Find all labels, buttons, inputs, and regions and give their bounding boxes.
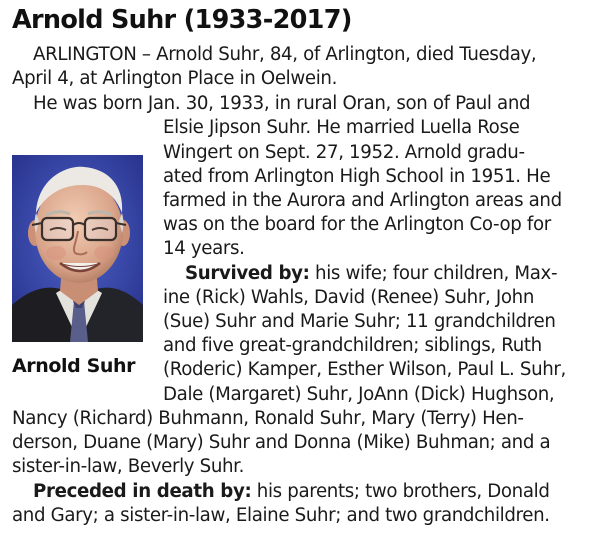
obituary-headline: Arnold Suhr (1933-2017) bbox=[12, 5, 352, 35]
paragraph-2-line-1: He was born Jan. 30, 1933, in rural Oran, son of Paul and bbox=[33, 93, 531, 114]
survived-line-5: (Roderic) Kamper, Esther Wilson, Paul L. Suhr, bbox=[163, 359, 566, 380]
survived-line-1 bbox=[185, 262, 557, 286]
paragraph-2-line-5: farmed in the Aurora and Arlington areas and bbox=[163, 190, 562, 211]
survived-line-1-text: his wife; four children, Max- bbox=[309, 263, 558, 284]
survived-line-8: derson, Duane (Mary) Suhr and Donna (Mike) Buhman; and a bbox=[12, 432, 551, 453]
survived-line-4: and five great-grandchildren; siblings, Ruth bbox=[163, 335, 542, 356]
preceded-line-1 bbox=[33, 480, 550, 504]
paragraph-2-line-2: Elsie Jipson Suhr. He married Luella Rose bbox=[163, 117, 520, 138]
paragraph-2-line-4: ated from Arlington High School in 1951. He bbox=[163, 166, 551, 187]
survived-line-2: ine (Rick) Wahls, David (Renee) Suhr, John bbox=[163, 287, 534, 308]
photo-caption: Arnold Suhr bbox=[12, 355, 136, 377]
survived-line-3: (Sue) Suhr and Marie Suhr; 11 grandchildren bbox=[163, 311, 556, 332]
survived-line-9: sister-in-law, Beverly Suhr. bbox=[12, 456, 245, 477]
paragraph-1-line-1: ARLINGTON – Arnold Suhr, 84, of Arlington, died Tuesday, bbox=[33, 44, 537, 65]
paragraph-2-line-3: Wingert on Sept. 27, 1952. Arnold gradu- bbox=[163, 142, 525, 163]
preceded-line-1-text: his parents; two brothers, Donald bbox=[251, 481, 550, 502]
survived-by-label: Survived by: bbox=[185, 263, 310, 284]
paragraph-2-line-7: 14 years. bbox=[163, 238, 245, 259]
portrait-photo bbox=[12, 155, 143, 342]
survived-line-7: Nancy (Richard) Buhmann, Ronald Suhr, Mary (Terry) Hen- bbox=[12, 408, 524, 429]
paragraph-2-line-6: was on the board for the Arlington Co-op for bbox=[163, 214, 551, 235]
survived-line-6: Dale (Margaret) Suhr, JoAnn (Dick) Hughson, bbox=[163, 384, 555, 405]
preceded-line-2: and Gary; a sister-in-law, Elaine Suhr; and two grandchildren. bbox=[12, 505, 550, 526]
preceded-by-label: Preceded in death by: bbox=[33, 481, 252, 502]
paragraph-1-line-2: April 4, at Arlington Place in Oelwein. bbox=[12, 68, 338, 89]
